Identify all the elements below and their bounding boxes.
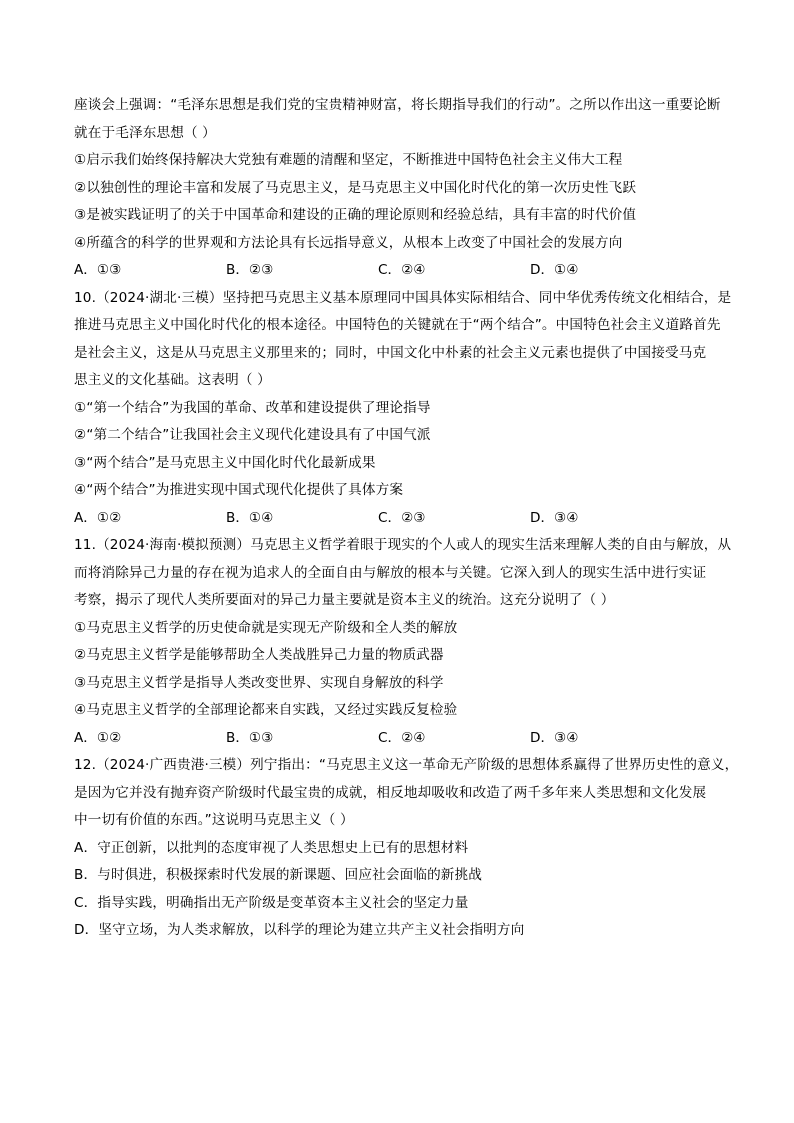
choice-c[interactable]: C．指导实践，明确指出无产阶级是变革资本主义社会的坚定力量 <box>74 894 469 911</box>
question-12 <box>74 752 739 945</box>
option-a[interactable]: A．①③ <box>74 262 122 278</box>
option-c[interactable]: C．②④ <box>378 262 426 278</box>
answer-options <box>74 257 734 285</box>
statement-item: ①“第一个结合”为我国的革命、改革和建设提供了理论指导 <box>74 399 431 416</box>
option-b[interactable]: B．②③ <box>226 262 274 278</box>
question-stem-line: 是因为它并没有抛弃资产阶级时代最宝贵的成就，相反地却吸收和改造了两千多年来人类思想和文化发展 <box>74 784 707 801</box>
question-stem-line: 11.（2024·海南·模拟预测）马克思主义哲学着眼于现实的个人或人的现实生活来理解人类的自由与解放，从 <box>74 537 732 553</box>
statement-item: ②马克思主义哲学是能够帮助全人类战胜异己力量的物质武器 <box>74 647 444 663</box>
statement-item: ④马克思主义哲学的全部理论都来自实践，又经过实践反复检验 <box>74 702 458 718</box>
question-stem-line: 就在于毛泽东思想（ ） <box>74 124 216 141</box>
question-stem-line: 12.（2024·广西贵港·三模）列宁指出：“马克思主义这一革命无产阶级的思想体系赢得了世界历史性的意义， <box>74 757 739 773</box>
option-a[interactable]: A．①② <box>74 509 122 526</box>
option-d[interactable]: D．③④ <box>530 509 579 526</box>
question-10 <box>74 285 734 533</box>
choice-a[interactable]: A．守正创新，以批判的态度审视了人类思想史上已有的思想材料 <box>74 839 469 856</box>
statement-item: ②以独创性的理论丰富和发展了马克思主义，是马克思主义中国化时代化的第一次历史性飞跃 <box>74 179 637 196</box>
statement-item: ④所蕴含的科学的世界观和方法论具有长远指导意义，从根本上改变了中国社会的发展方向 <box>74 234 623 251</box>
option-b[interactable]: B．①④ <box>226 509 274 526</box>
question-stem-line: 思主义的文化基础。这表明（ ） <box>74 372 271 388</box>
statement-item: ①马克思主义哲学的历史使命就是实现无产阶级和全人类的解放 <box>74 619 458 636</box>
answer-options <box>74 725 734 753</box>
question-stem-line: 10.（2024·湖北·三模）坚持把马克思主义基本原理同中国具体实际相结合、同中华优秀传统文化相结合，是 <box>74 289 732 306</box>
option-b[interactable]: B．①③ <box>226 729 274 746</box>
question-stem-line: 考察，揭示了现代人类所要面对的异己力量主要就是资本主义的统治。这充分说明了（ ） <box>74 592 615 608</box>
choice-d[interactable]: D．坚守立场，为人类求解放，以科学的理论为建立共产主义社会指明方向 <box>74 922 525 938</box>
question-stem-line: 推进马克思主义中国化时代化的根本途径。中国特色的关键就在于“两个结合”。中国特色社会主义道路首先 <box>74 317 721 333</box>
option-d[interactable]: D．①④ <box>530 262 579 278</box>
question-stem-line: 座谈会上强调：“毛泽东思想是我们党的宝贵精神财富，将长期指导我们的行动”。之所以作出这一重要论断 <box>74 97 721 113</box>
question-stem-line: 中一切有价值的东西。”这说明马克思主义（ ） <box>74 812 354 828</box>
option-d[interactable]: D．③④ <box>530 729 579 746</box>
question-stem-line: 是社会主义，这是从马克思主义那里来的；同时，中国文化中朴素的社会主义元素也提供了中国接受马克 <box>74 344 707 361</box>
statement-item: ③“两个结合”是马克思主义中国化时代化最新成果 <box>74 454 376 471</box>
statement-item: ③是被实践证明了的关于中国革命和建设的正确的理论原则和经验总结，具有丰富的时代价值 <box>74 207 637 223</box>
question-stem-line: 而将消除异己力量的存在视为追求人的全面自由与解放的根本与关键。它深入到人的现实生活中进行实证 <box>74 564 707 581</box>
option-a[interactable]: A．①② <box>74 729 122 746</box>
statement-item: ③马克思主义哲学是指导人类改变世界、实现自身解放的科学 <box>74 674 444 691</box>
question-11 <box>74 532 734 752</box>
choice-b[interactable]: B．与时俱进，积极探索时代发展的新课题、回应社会面临的新挑战 <box>74 867 483 883</box>
statement-item: ②“第二个结合”让我国社会主义现代化建设具有了中国气派 <box>74 427 431 443</box>
statement-item: ④“两个结合”为推进实现中国式现代化提供了具体方案 <box>74 482 404 498</box>
option-c[interactable]: C．②④ <box>378 729 426 746</box>
option-c[interactable]: C．②③ <box>378 509 426 526</box>
question-9 <box>74 92 734 285</box>
answer-options <box>74 505 734 533</box>
statement-item: ①启示我们始终保持解决大党独有难题的清醒和坚定，不断推进中国特色社会主义伟大工程 <box>74 152 623 168</box>
exam-page <box>74 92 739 945</box>
